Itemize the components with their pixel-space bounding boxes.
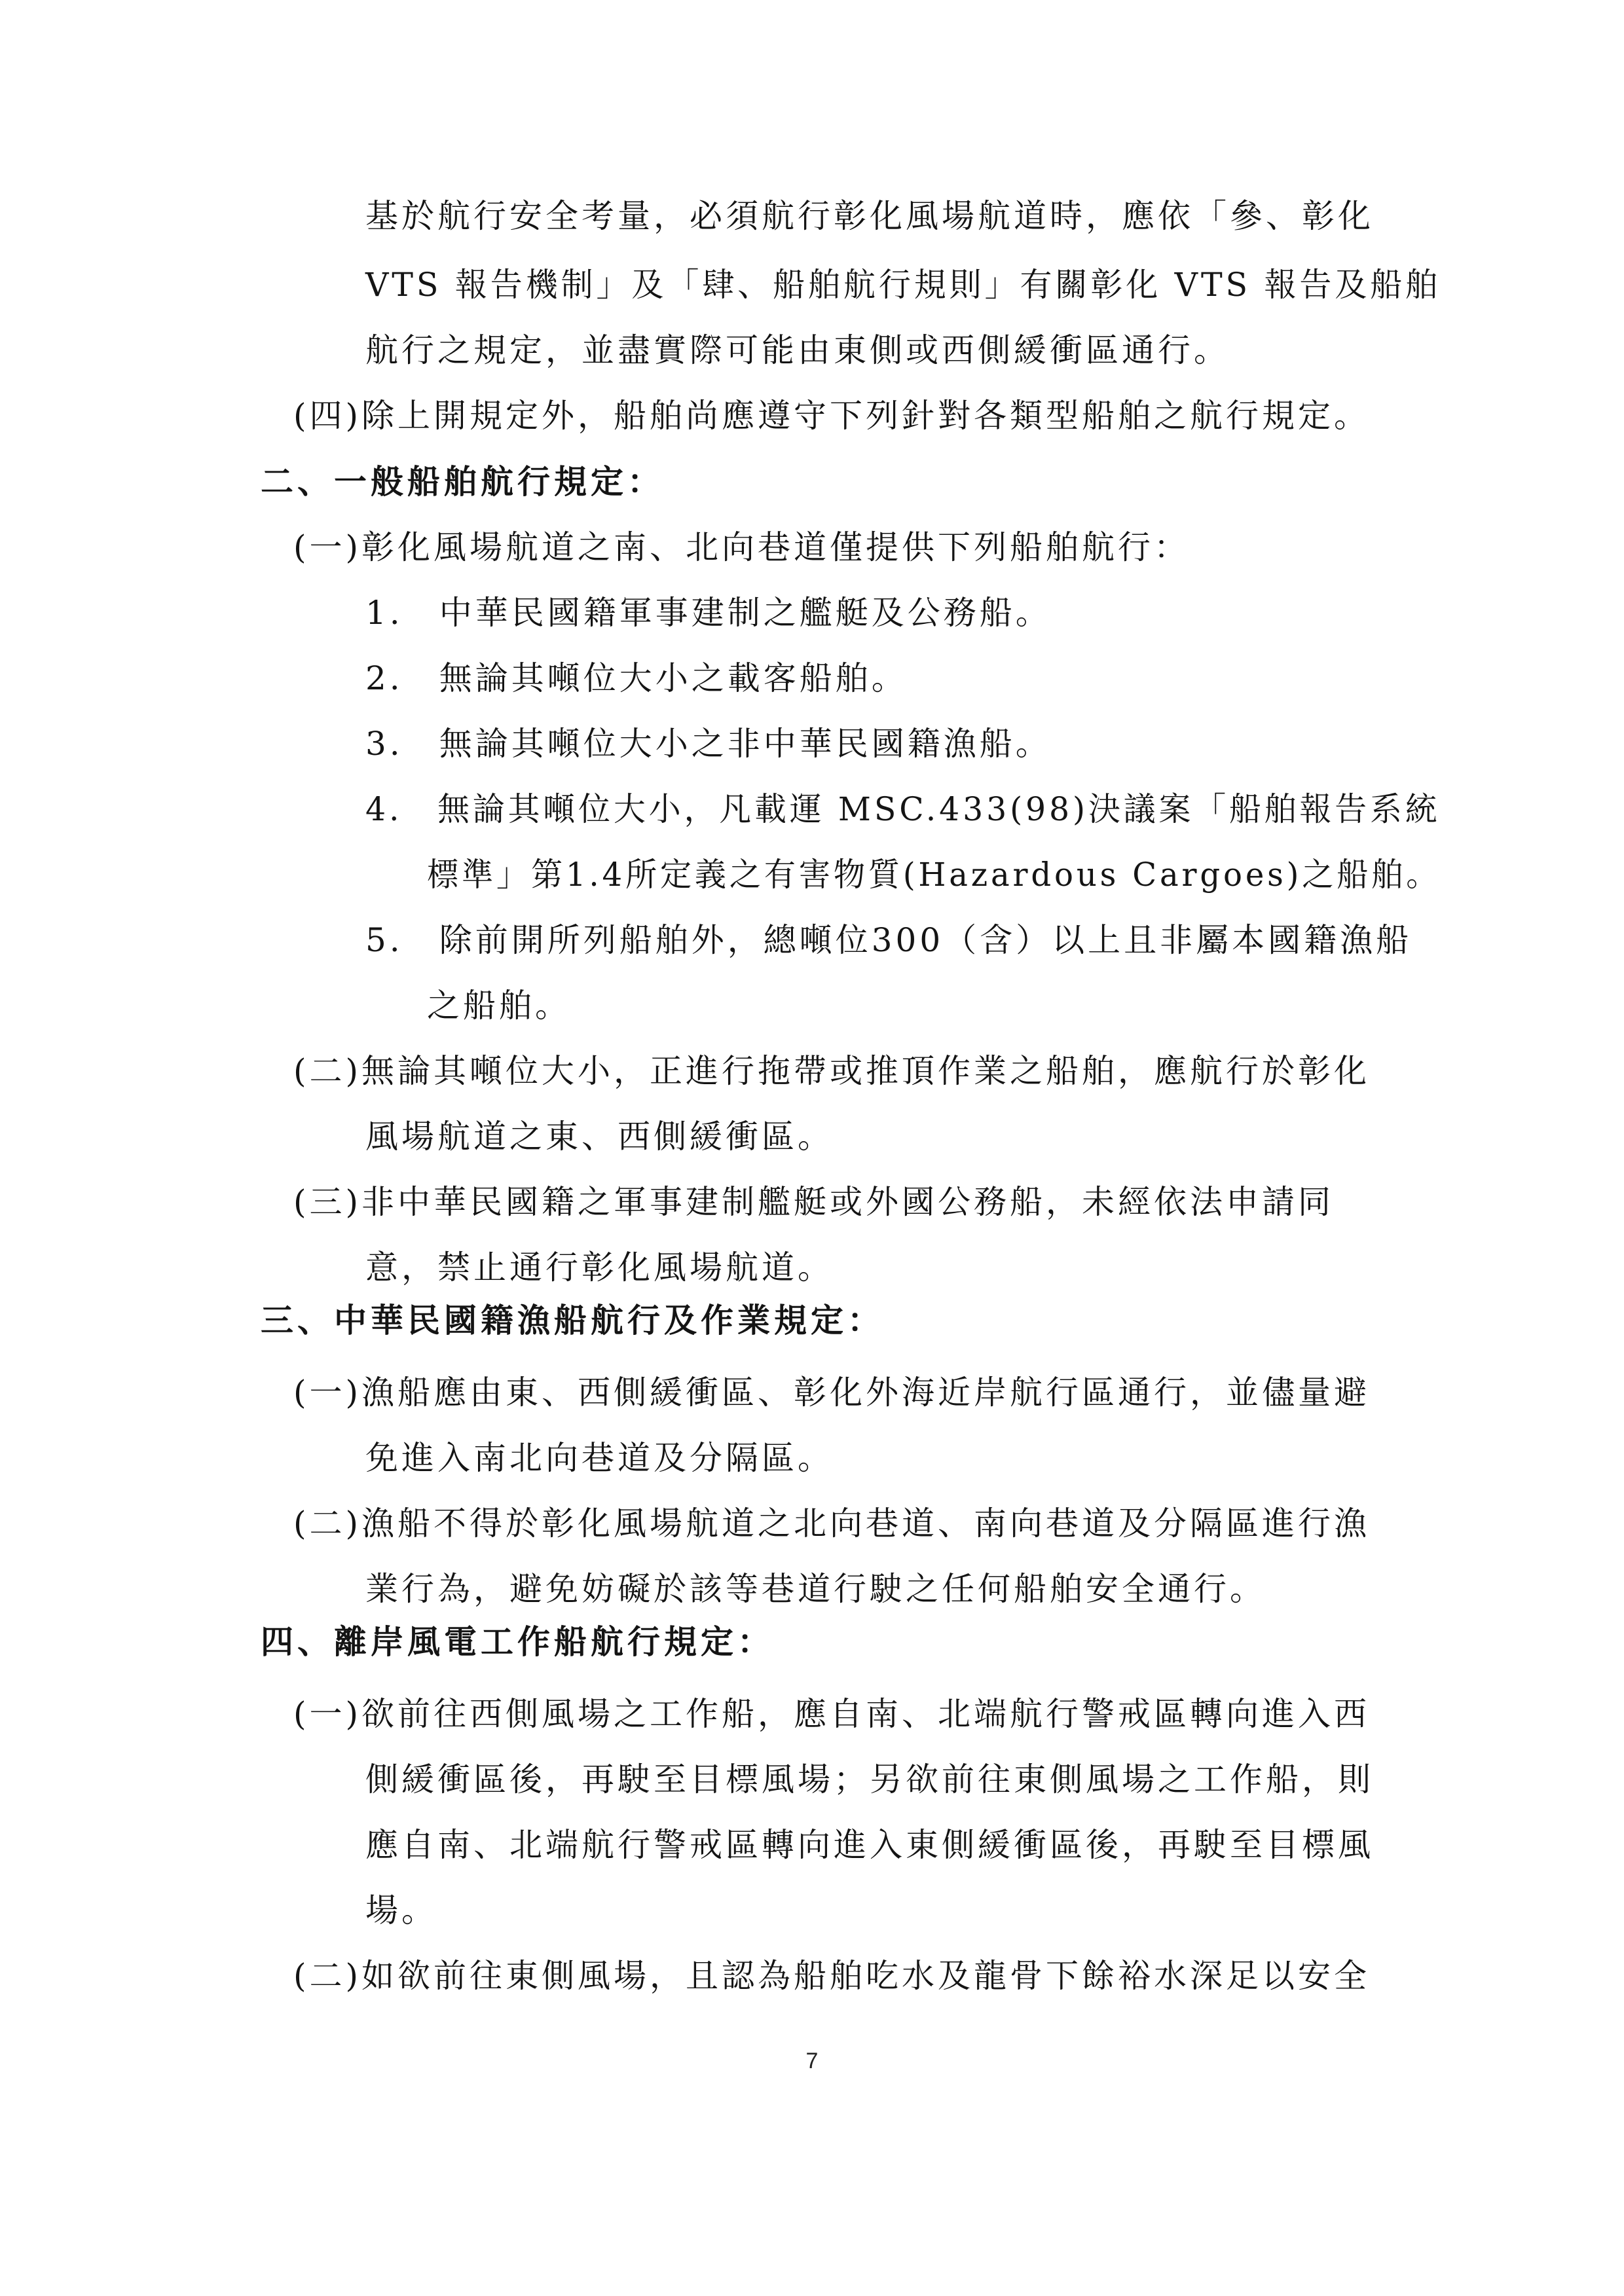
body-paragraph-line: 航行之規定，並盡實際可能由東側或西側緩衝區通行。	[365, 331, 1230, 369]
clause-item-continuation: 業行為，避免妨礙於該等巷道行駛之任何船舶安全通行。	[365, 1570, 1266, 1608]
list-item: 2. 無論其噸位大小之載客船舶。	[365, 659, 908, 697]
clause-item-continuation: 風場航道之東、西側緩衝區。	[365, 1118, 834, 1156]
clause-item: (二)如欲前往東側風場，且認為船舶吃水及龍骨下餘裕水深足以安全	[293, 1957, 1371, 1995]
clause-item: (一)欲前往西側風場之工作船，應自南、北端航行警戒區轉向進入西	[293, 1695, 1371, 1733]
clause-item-continuation: 應自南、北端航行警戒區轉向進入東側緩衝區後，再駛至目標風	[365, 1826, 1374, 1864]
clause-item-continuation: 場。	[365, 1891, 437, 1929]
clause-item: (三)非中華民國籍之軍事建制艦艇或外國公務船，未經依法申請同	[293, 1183, 1335, 1221]
clause-item: (一)彰化風場航道之南、北向巷道僅提供下列船舶航行：	[293, 528, 1190, 566]
clause-item: (一)漁船應由東、西側緩衝區、彰化外海近岸航行區通行，並儘量避	[293, 1374, 1371, 1412]
section-heading: 四、離岸風電工作船航行規定：	[261, 1622, 774, 1661]
list-item: 4. 無論其噸位大小，凡載運 MSC.433(98)決議案「船舶報告系統	[365, 790, 1441, 828]
section-heading: 二、一般船舶航行規定：	[261, 462, 664, 501]
clause-item: (二)漁船不得於彰化風場航道之北向巷道、南向巷道及分隔區進行漁	[293, 1504, 1371, 1542]
list-item-continuation: 之船舶。	[427, 987, 571, 1025]
list-item-continuation: 標準」第1.4所定義之有害物質(Hazardous Cargoes)之船舶。	[427, 856, 1441, 894]
clause-item: (二)無論其噸位大小，正進行拖帶或推頂作業之船舶，應航行於彰化	[293, 1052, 1371, 1090]
page-number: 7	[805, 2049, 819, 2073]
section-heading: 三、中華民國籍漁船航行及作業規定：	[261, 1301, 884, 1339]
clause-item-continuation: 免進入南北向巷道及分隔區。	[365, 1439, 834, 1477]
clause-item-continuation: 側緩衝區後，再駛至目標風場；另欲前往東側風場之工作船，則	[365, 1760, 1374, 1798]
body-paragraph-line: VTS 報告機制」及「肆、船舶航行規則」有關彰化 VTS 報告及船舶	[365, 266, 1441, 304]
clause-item: (四)除上開規定外，船舶尚應遵守下列針對各類型船舶之航行規定。	[293, 397, 1371, 435]
list-item: 1. 中華民國籍軍事建制之艦艇及公務船。	[365, 594, 1052, 632]
clause-item-continuation: 意，禁止通行彰化風場航道。	[365, 1248, 834, 1286]
body-paragraph-line: 基於航行安全考量，必須航行彰化風場航道時，應依「參、彰化	[365, 197, 1374, 235]
list-item: 5. 除前開所列船舶外，總噸位300（含）以上且非屬本國籍漁船	[365, 921, 1412, 959]
list-item: 3. 無論其噸位大小之非中華民國籍漁船。	[365, 725, 1052, 763]
